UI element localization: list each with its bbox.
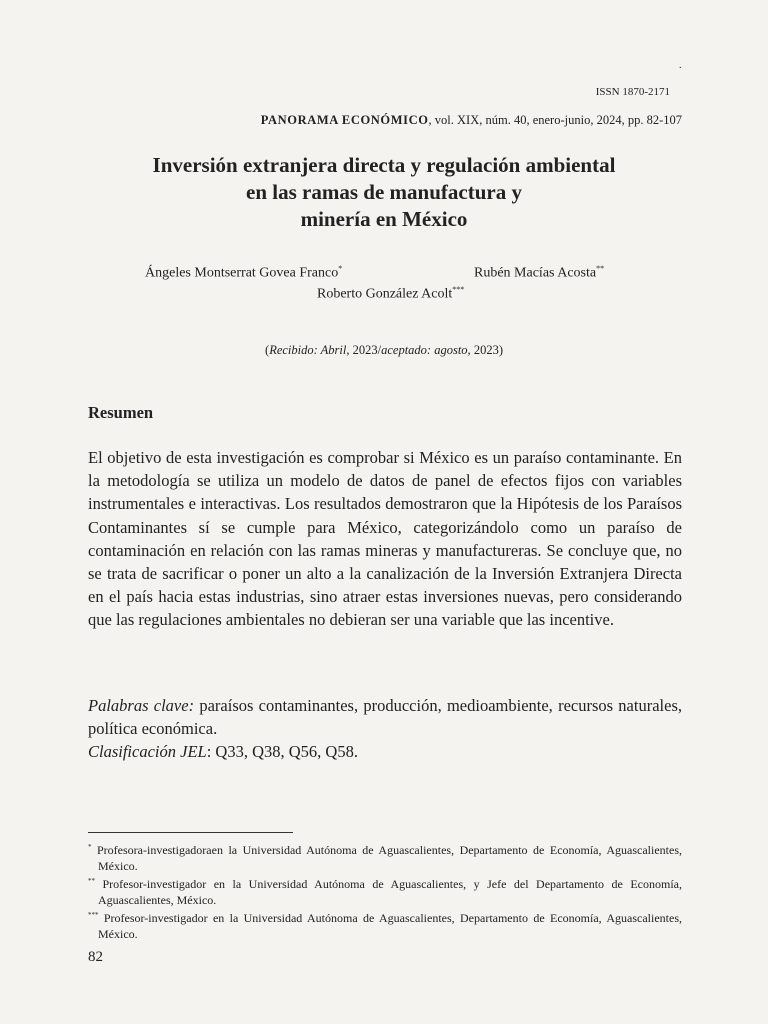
footnote-mark: * <box>88 843 92 851</box>
jel-label: Clasificación JEL <box>88 742 207 762</box>
title-line: minería en México <box>300 207 468 231</box>
abstract-text: El objetivo de esta investigación es comprobar si México es un paraíso contaminante. En la metodología se utiliza un modelo de datos de panel de efectos fijos con variables instrumentales e interactivas. Los resultados demostraron que la Hipótesis de los Paraísos Contaminantes sí se cumple para México, categorizándolo como un paraíso de contaminación en relación con las ramas mineras y manufactureras. Se concluye que, no se trata de sacrificar o poner un alto a la canalización de la Inversión Extranjera Directa en el país hacia estas industrias, sino atraer estas inversiones nuevas, pero considerando que las regulaciones ambientales no debieran ser una variable que las incentive. <box>88 448 682 630</box>
footnote: * Profesora-investigadoraen la Universidad Autónoma de Aguascalientes, Departamento de Economía, Aguascalientes, México. <box>88 843 682 873</box>
received-dates: (Recibido: Abril, 2023/aceptado: agosto, 2023) <box>265 343 503 357</box>
jel-codes: : Q33, Q38, Q56, Q58. <box>206 742 358 762</box>
author-name: Rubén Macías Acosta <box>474 265 597 281</box>
article-title <box>84 152 684 233</box>
author-footnote-mark: *** <box>452 285 465 294</box>
keywords-text: paraísos contaminantes, producción, medioambiente, recursos naturales, política económica. <box>88 696 682 739</box>
page-number: 82 <box>88 949 103 965</box>
footnote: *** Profesor-investigador en la Universidad Autónoma de Aguascalientes, Departamento de Economía, Aguascalientes, México. <box>88 911 682 941</box>
footnote: ** Profesor-investigador en la Universidad Autónoma de Aguascalientes, y Jefe del Departamento de Economía, Aguascalientes, México. <box>88 877 682 907</box>
title-line: Inversión extranjera directa y regulación ambiental <box>152 153 616 177</box>
author-name: Ángeles Montserrat Govea Franco <box>145 265 339 281</box>
page-mark: . <box>679 60 682 71</box>
footnote-mark: ** <box>88 877 95 886</box>
author-footnote-mark: * <box>338 264 343 273</box>
keywords-label: Palabras clave: <box>88 696 195 715</box>
footnote-divider <box>88 832 293 833</box>
keywords-block <box>88 694 682 764</box>
journal-details: , vol. XIX, núm. 40, enero-junio, 2024, pp. 82-107 <box>428 113 682 127</box>
footnote-mark: *** <box>88 911 99 920</box>
accepted-label: aceptado: agosto, <box>381 343 471 357</box>
received-label: Recibido: Abril, <box>269 343 350 357</box>
author-name: Roberto González Acolt <box>317 286 453 302</box>
footnotes <box>88 840 682 943</box>
author-3 <box>317 285 464 303</box>
issn-number: ISSN 1870-2171 <box>595 86 670 98</box>
journal-name: PANORAMA ECONÓMICO <box>260 113 429 127</box>
title-line: en las ramas de manufactura y <box>246 180 522 204</box>
abstract-heading: Resumen <box>88 403 154 422</box>
author-2 <box>474 264 604 282</box>
author-footnote-mark: ** <box>596 264 605 273</box>
journal-citation <box>261 113 682 128</box>
author-1 <box>145 264 342 282</box>
